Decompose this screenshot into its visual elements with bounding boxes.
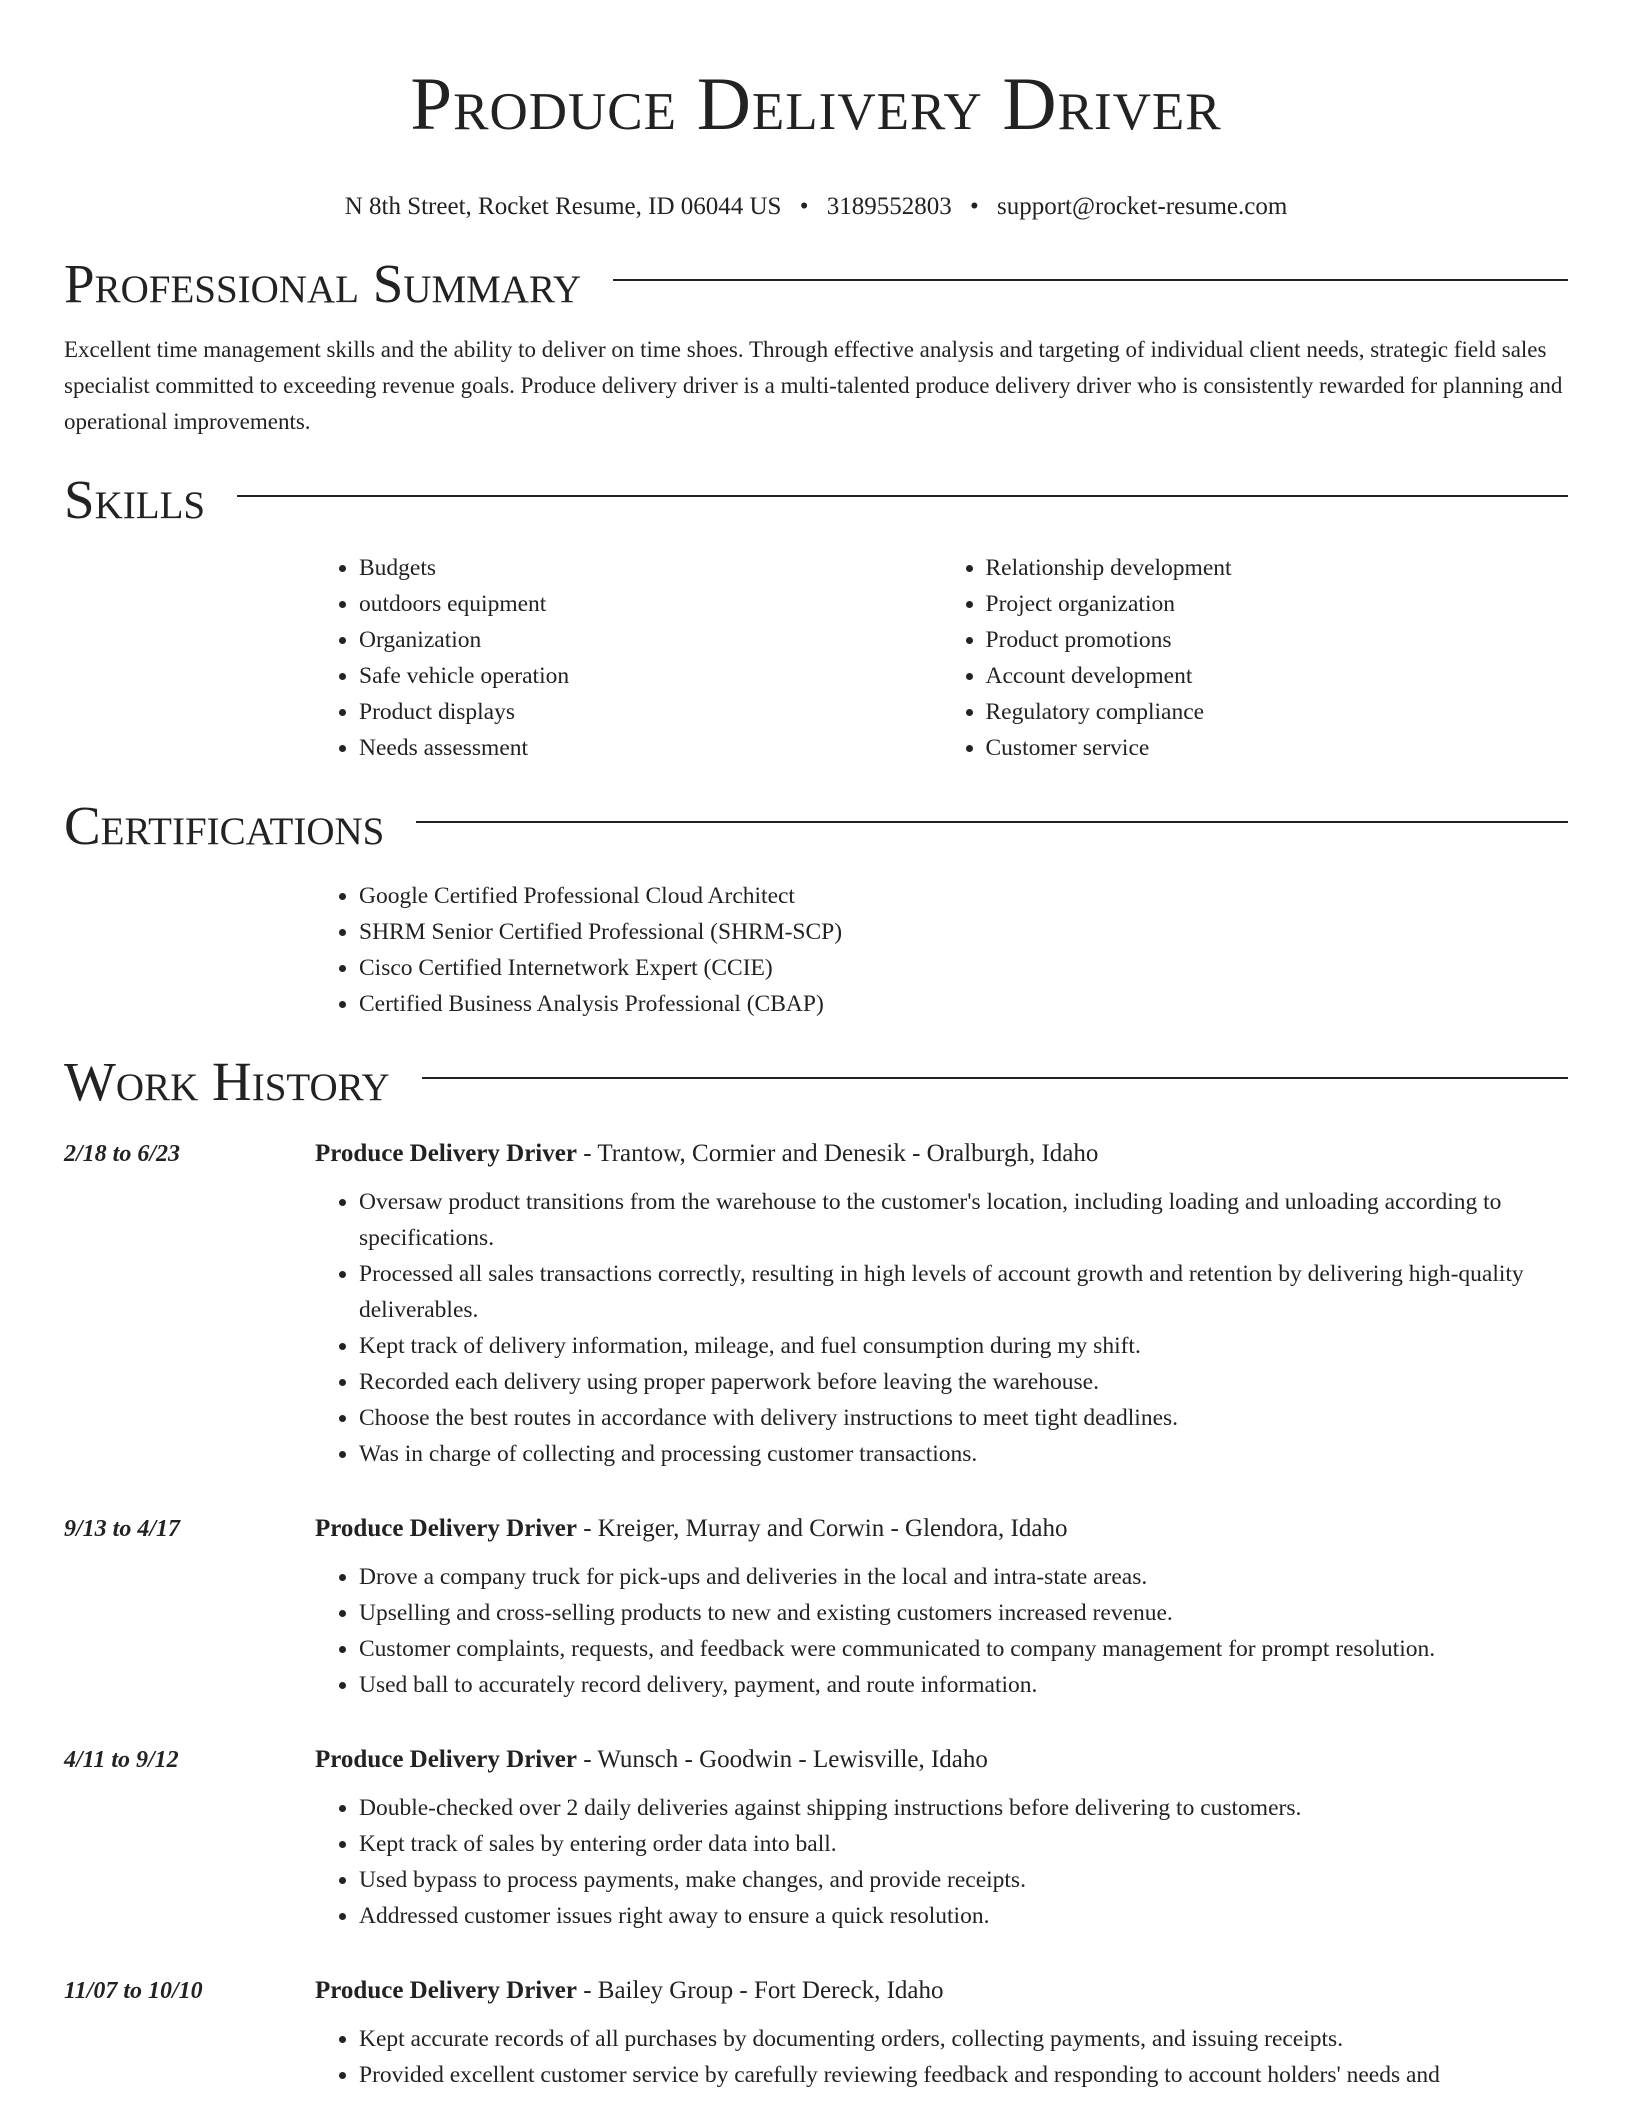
job-bullet: • Upselling and cross-selling products to new and existing customers increased revenue. <box>359 1595 1568 1631</box>
job-entry <box>64 1975 1568 2093</box>
job-dates: 9/13 to 4/17 <box>64 1516 181 1542</box>
skill-item: • Product displays <box>359 694 942 730</box>
skill-item: • Budgets <box>359 550 942 586</box>
job-dates: 2/18 to 6/23 <box>64 1141 181 1167</box>
contact-line <box>0 192 1632 222</box>
certifications-list <box>315 878 1568 1022</box>
skill-item: • Customer service <box>986 730 1569 766</box>
job-title: Produce Delivery Driver <box>315 1140 577 1167</box>
job-entry <box>64 1744 1568 1934</box>
contact-phone: 3189552803 <box>826 193 952 220</box>
job-employer: - Trantow, Cormier and Denesik - Oralburgh, Idaho <box>576 1140 1099 1167</box>
skills-list-right <box>942 550 1569 766</box>
job-bullet: • Recorded each delivery using proper paperwork before leaving the warehouse. <box>359 1364 1568 1400</box>
skill-item: • Product promotions <box>986 622 1569 658</box>
job-bullet: • Customer complaints, requests, and feedback were communicated to company management for prompt resolution. <box>359 1631 1568 1667</box>
job-employer: - Wunsch - Goodwin - Lewisville, Idaho <box>576 1746 988 1773</box>
section-divider <box>416 821 1568 823</box>
summary-text: Excellent time management skills and the ability to deliver on time shoes. Through effective analysis and targeting of individual client needs, strategic field sales specialist committed to exceeding revenue goals. Produce delivery driver is a multi-talented produce delivery driver who is consistently rewarded for planning and operational improvements. <box>64 337 1563 434</box>
certification-item: • Cisco Certified Internetwork Expert (CCIE) <box>359 950 1568 986</box>
contact-address: N 8th Street, Rocket Resume, ID 06044 US <box>344 193 782 220</box>
certification-item: • SHRM Senior Certified Professional (SHRM-SCP) <box>359 914 1568 950</box>
job-bullets <box>315 1559 1568 1703</box>
job-bullet: • Double-checked over 2 daily deliveries against shipping instructions before delivering to customers. <box>359 1790 1568 1826</box>
job-bullet: • Used bypass to process payments, make changes, and provide receipts. <box>359 1862 1568 1898</box>
job-bullet: • Kept track of sales by entering order data into ball. <box>359 1826 1568 1862</box>
skills-section <box>64 468 1568 766</box>
job-header <box>64 1975 1568 2007</box>
job-title-line <box>315 1744 988 1776</box>
job-title: Produce Delivery Driver <box>315 1746 577 1773</box>
skills-list-left <box>315 550 942 766</box>
job-bullets <box>315 1790 1568 1934</box>
job-employer: - Bailey Group - Fort Dereck, Idaho <box>576 1977 944 2004</box>
job-header <box>64 1138 1568 1170</box>
job-bullet: • Drove a company truck for pick-ups and deliveries in the local and intra-state areas. <box>359 1559 1568 1595</box>
summary-title: Professional Summary <box>64 253 582 314</box>
job-bullet: • Kept track of delivery information, mileage, and fuel consumption during my shift. <box>359 1328 1568 1364</box>
job-entry <box>64 1138 1568 1472</box>
candidate-name: Produce Delivery Driver <box>410 63 1222 146</box>
skill-item: • Project organization <box>986 586 1569 622</box>
summary-section <box>64 252 1568 440</box>
section-divider <box>613 279 1568 281</box>
contact-separator: • <box>799 193 809 220</box>
job-employer: - Kreiger, Murray and Corwin - Glendora, Idaho <box>576 1515 1068 1542</box>
job-bullet: • Choose the best routes in accordance with delivery instructions to meet tight deadlines. <box>359 1400 1568 1436</box>
job-bullet: • Oversaw product transitions from the warehouse to the customer's location, including loading and unloading according to specifications. <box>359 1184 1568 1256</box>
job-bullet: • Processed all sales transactions correctly, resulting in high levels of account growth and retention by delivering high-quality deliverables. <box>359 1256 1568 1328</box>
section-heading <box>64 794 1568 858</box>
skill-item: • Regulatory compliance <box>986 694 1569 730</box>
job-bullets <box>315 1184 1568 1472</box>
job-title: Produce Delivery Driver <box>315 1515 577 1542</box>
skill-item: • Needs assessment <box>359 730 942 766</box>
job-bullets <box>315 2021 1568 2093</box>
skill-item: • Account development <box>986 658 1569 694</box>
work-history-title: Work History <box>64 1051 390 1112</box>
section-divider <box>237 495 1568 497</box>
job-entry <box>64 1513 1568 1703</box>
job-title: Produce Delivery Driver <box>315 1977 577 2004</box>
skill-item: • Organization <box>359 622 942 658</box>
contact-email[interactable]: support@rocket-resume.com <box>997 193 1288 220</box>
job-dates: 4/11 to 9/12 <box>64 1747 179 1773</box>
resume-header <box>0 0 1632 222</box>
certification-item: • Certified Business Analysis Professional (CBAP) <box>359 986 1568 1022</box>
certification-item: • Google Certified Professional Cloud Architect <box>359 878 1568 914</box>
job-title-line <box>315 1138 1098 1170</box>
job-title-line <box>315 1975 944 2007</box>
job-bullet: • Was in charge of collecting and processing customer transactions. <box>359 1436 1568 1472</box>
job-bullet: • Addressed customer issues right away to ensure a quick resolution. <box>359 1898 1568 1934</box>
job-header <box>64 1513 1568 1545</box>
section-heading <box>64 252 1568 316</box>
section-heading <box>64 1050 1568 1114</box>
certifications-section <box>64 794 1568 1022</box>
job-title-line <box>315 1513 1067 1545</box>
job-header <box>64 1744 1568 1776</box>
skills-columns <box>315 550 1568 766</box>
job-dates: 11/07 to 10/10 <box>64 1978 203 2004</box>
job-bullet: • Provided excellent customer service by carefully reviewing feedback and responding to account holders' needs and <box>359 2057 1568 2093</box>
section-divider <box>422 1077 1568 1079</box>
job-bullet: • Kept accurate records of all purchases by documenting orders, collecting payments, and issuing receipts. <box>359 2021 1568 2057</box>
skill-item: • Relationship development <box>986 550 1569 586</box>
section-heading <box>64 468 1568 532</box>
certifications-title: Certifications <box>64 795 385 856</box>
skills-title: Skills <box>64 469 206 530</box>
contact-separator: • <box>969 193 979 220</box>
skill-item: • Safe vehicle operation <box>359 658 942 694</box>
work-history-section <box>64 1050 1568 1114</box>
skill-item: • outdoors equipment <box>359 586 942 622</box>
job-bullet: • Used ball to accurately record delivery, payment, and route information. <box>359 1667 1568 1703</box>
